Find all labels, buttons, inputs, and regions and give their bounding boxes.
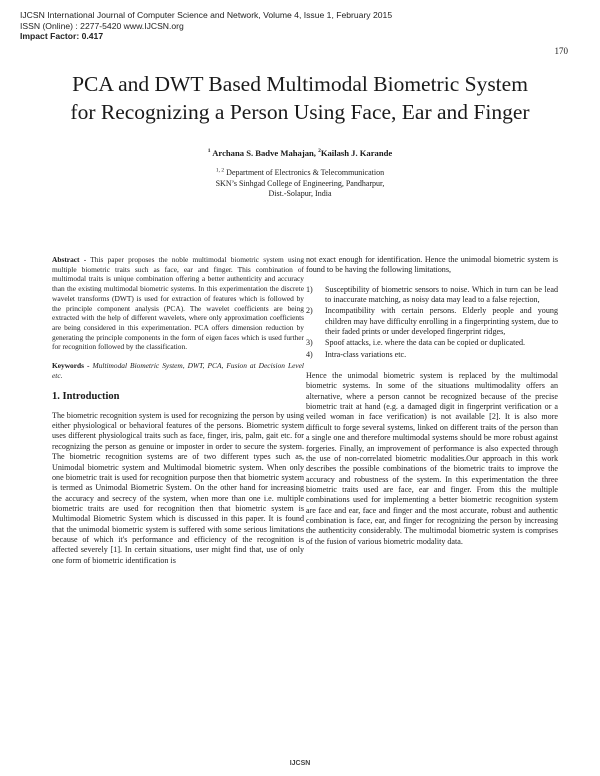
abstract <box>52 255 304 352</box>
keywords-text: Multimodal Biometric System, DWT, PCA, Fusion at Decision Level etc. <box>52 361 304 380</box>
affiliation <box>0 168 600 200</box>
impact-factor: Impact Factor: 0.417 <box>20 31 104 41</box>
paper-title <box>30 70 570 126</box>
affiliation-line3: Dist.-Solapur, India <box>268 189 332 198</box>
author1-name: Archana S. Badve Mahajan, <box>212 148 316 158</box>
left-column <box>52 255 304 566</box>
limitations-list <box>306 285 558 360</box>
author2-sup: 2 <box>318 148 321 155</box>
page-number: 170 <box>554 46 568 56</box>
intro-paragraph-1: The biometric recognition system is used for recognizing the person by using either physiological or behavioral features of the persons. Biometric system uses different physiological traits such as face, finger, iris, palm, gait etc. for recognizing the person as genuine or imposter in order to secure the system. The biometric recognition systems are of two different types such as, Unimodal biometric system and Multimodal biometric system. When only one biometric trait is used for recognition purpose then that biometric system is termed as Unimodal Biometric System. On the other hand for increasing the accuracy and secrecy of the system, when more than one i.e. multiple biometric traits are used for recognition then that biometric system is Multimodal Biometric System which is discussed in this paper. It is found that the unimodal biometric system is suffered with some serious limitations because of which it's performance and efficiency of the recognition is affected severely [1]. In certain situations, user might find that, use of only one form of biometric identification is <box>52 410 304 565</box>
list-item-number: 4) <box>306 349 313 359</box>
intro-heading: 1. Introduction <box>52 391 120 403</box>
list-item-text: Susceptibility of biometric sensors to noise. Which in turn can be lead to inaccurate matching, as noisy data may lead to a false rejection, <box>325 284 558 305</box>
list-item <box>306 350 558 360</box>
affiliation-line1: Department of Electronics & Telecommunication <box>226 168 385 177</box>
paper-title-line2: for Recognizing a Person Using Face, Ear and Finger <box>70 100 530 124</box>
paper-title-line1: PCA and DWT Based Multimodal Biometric System <box>72 72 528 96</box>
journal-header <box>20 10 392 42</box>
footer: IJCSN <box>289 760 311 767</box>
list-item-number: 3) <box>306 338 313 348</box>
abstract-label: Abstract - <box>52 255 87 264</box>
list-item-text: Intra-class variations etc. <box>325 349 407 359</box>
journal-header-line2: ISSN (Online) : 2277-5420 www.IJCSN.org <box>20 20 184 31</box>
journal-header-line1: IJCSN International Journal of Computer Science and Network, Volume 4, Issue 1, February 2015 <box>20 10 393 20</box>
affiliation-sup: 1, 2 <box>215 167 225 174</box>
intro-paragraph-2: Hence the unimodal biometric system is replaced by the multimodal biometric systems. In some of the situations multimodality offers an alternative, where a person cannot be recognized because of the precise biometric trait at hand (e.g. a damaged digit in fingerprint verification or a veiled woman in face verification) is not available [2]. It is also more difficult to forge several systems, linked on different traits of the person than a single one and therefore multimodal systems should be more robust against forgeries. Finally, an improvement of performance is also expected through the use of non-correlated biometric modalities.Our approach in this work describes the possible combinations of the biometric traits to improve the accuracy and robustness of the system. In this experimentation the three biometric traits used are face, ear and finger. From this the multiple combinations used for implementing a better biometric recognition system are face and ear, face and finger and the most accurate, robust and authentic combination is face, ear, and finger for recognizing the person by increasing the authenticity considerably. The multimodal biometric system is comprises of the fusion of various biometric modality data. <box>306 371 558 546</box>
list-item-number: 1) <box>306 284 313 294</box>
abstract-text: This paper proposes the noble multimodal biometric system using multiple biometric traits such as face, ear and finger. This combination of multimodal traits is unique combination offering a better authenticity and accuracy than the existing multimodal biometric systems. In this experimentation the discrete wavelet transforms (DWT) is used for extraction of features which is followed by the principle component analysis (PCA). The wavelet coefficients are being extracted with the help of different wavelets, where only approximation coefficients are being considered in this experimentation. PCA offers dimension reduction by generating the principle components in the form of eigen faces which is used further for recognition followed by the classification. <box>52 255 305 352</box>
keywords-label: Keywords - <box>52 361 90 371</box>
keywords <box>52 361 304 380</box>
authors <box>0 148 600 158</box>
author2-name: Kailash J. Karande <box>320 148 393 158</box>
list-item <box>306 338 558 348</box>
affiliation-line2: SKN’s Sinhgad College of Engineering, Pandharpur, <box>215 178 385 188</box>
list-item-text: Spoof attacks, i.e. where the data can be copied or duplicated. <box>325 338 526 348</box>
intro-paragraph-1-continued: not exact enough for identification. Hence the unimodal biometric system is found to be having the following limitations, <box>306 255 558 275</box>
author1-sup: 1 <box>207 148 211 155</box>
list-item-number: 2) <box>306 306 313 316</box>
list-item-text: Incompatibility with certain persons. Elderly people and young children may have difficulty enrolling in a fingerprinting system, due to their faded prints or under developed fingerprint ridges, <box>325 306 558 337</box>
list-item <box>306 285 558 306</box>
list-item <box>306 306 558 337</box>
right-column <box>306 255 558 547</box>
